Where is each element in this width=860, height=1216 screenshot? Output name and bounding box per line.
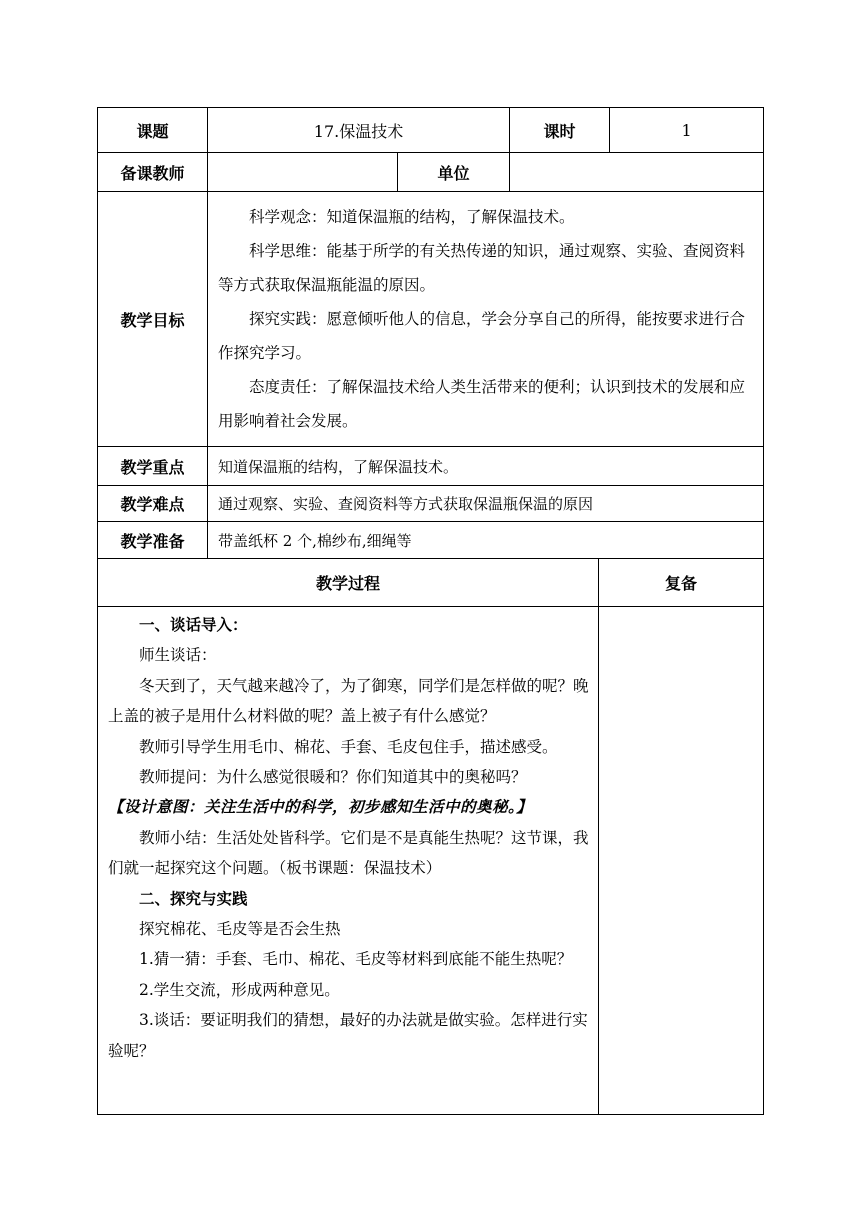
process-line: 教师提问：为什么感觉很暖和？你们知道其中的奥秘吗？ (139, 768, 527, 787)
key-point-row (98, 447, 764, 486)
process-line: 师生谈话： (139, 646, 217, 665)
process-content-row (98, 607, 764, 1115)
process-line: 2.学生交流，形成两种意见。 (139, 980, 340, 999)
difficulty-row (98, 486, 764, 522)
teacher-value (208, 153, 398, 192)
teacher-row (98, 153, 764, 192)
period-label: 课时 (510, 108, 610, 153)
objectives-content (208, 192, 764, 447)
process-content (98, 607, 599, 1115)
difficulty-value: 通过观察、实验、查阅资料等方式获取保温瓶保温的原因 (208, 486, 764, 522)
period-value: 1 (610, 108, 764, 153)
preparation-value: 带盖纸杯 2 个,棉纱布,细绳等 (208, 522, 764, 559)
objective-item: 科学观念：知道保温瓶的结构，了解保温技术。 (249, 208, 575, 226)
objective-item: 态度责任：了解保温技术给人类生活带来的便利；认识到技术的发展和应用影响着社会发展。 (218, 378, 746, 430)
process-heading: 一、谈话导入： (139, 616, 248, 634)
topic-row (98, 108, 764, 153)
unit-label: 单位 (398, 153, 510, 192)
objective-item: 科学思维：能基于所学的有关热传递的知识，通过观察、实验、查阅资料等方式获取保温瓶能温的原因。 (218, 242, 746, 294)
topic-value: 17.保温技术 (208, 108, 510, 153)
process-line: 3.谈话：要证明我们的猜想，最好的办法就是做实验。怎样进行实验呢？ (108, 1011, 588, 1060)
lesson-plan-table (97, 107, 764, 1115)
preparation-row (98, 522, 764, 559)
design-intent: 【设计意图：关注生活中的科学，初步感知生活中的奥秘。】 (108, 797, 533, 817)
unit-value (510, 153, 764, 192)
process-heading: 二、探究与实践 (139, 889, 248, 908)
teacher-label: 备课教师 (98, 153, 208, 192)
difficulty-label: 教学难点 (98, 486, 208, 522)
objective-item: 探究实践：愿意倾听他人的信息，学会分享自己的所得，能按要求进行合作探究学习。 (218, 310, 746, 362)
process-line: 探究棉花、毛皮等是否会生热 (139, 920, 341, 939)
review-label: 复备 (599, 559, 764, 607)
process-label: 教学过程 (98, 559, 599, 607)
objectives-row (98, 192, 764, 447)
review-content (599, 607, 764, 1115)
process-line: 1.猜一猜：手套、毛巾、棉花、毛皮等材料到底能不能生热呢？ (139, 950, 573, 969)
objectives-label: 教学目标 (98, 192, 208, 447)
process-header-row (98, 559, 764, 607)
topic-label: 课题 (98, 108, 208, 153)
key-point-value: 知道保温瓶的结构，了解保温技术。 (208, 447, 764, 486)
process-line: 教师小结：生活处处皆科学。它们是不是真能生热呢？这节课，我们就一起探究这个问题。（板书课题：保温技术） (108, 828, 589, 878)
preparation-label: 教学准备 (98, 522, 208, 559)
key-point-label: 教学重点 (98, 447, 208, 486)
process-line: 教师引导学生用毛巾、棉花、手套、毛皮包住手，描述感受。 (139, 737, 558, 756)
process-line: 冬天到了，天气越来越冷了，为了御寒，同学们是怎样做的呢？晚上盖的被子是用什么材料做的呢？盖上被子有什么感觉？ (108, 676, 589, 726)
